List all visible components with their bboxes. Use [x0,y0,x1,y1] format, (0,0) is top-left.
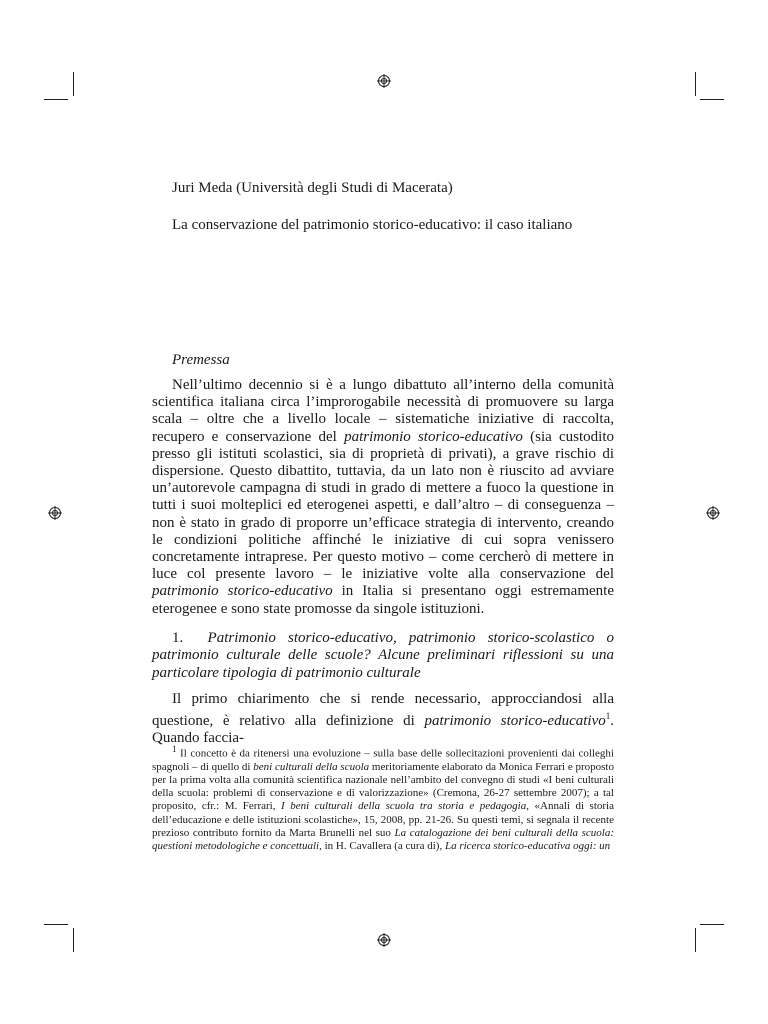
section-heading-premessa: Premessa [172,352,230,368]
crop-mark-top-right-h [700,99,724,100]
registration-mark-icon [377,933,391,947]
paper-title: La conservazione del patrimonio storico-educativo: il caso italiano [172,217,573,233]
footnote-1: $^1$ Il concetto è da ritenersi una evoluzione – sulla base delle sollecitazioni provenienti dai colleghi spagnoli – di quello di beni culturali della scuola meritoriamente elaborato da Monica Ferrari e proposto per la prima volta alla comunità scientifica nazionale nell’ambito del convegno di studi «I beni culturali della scuola: problemi di conservazione e di valorizzazione» (Cremona, 26-27 settembre 2007); a tal proposito, cfr.: M. Ferrari, I beni culturali della scuola tra storia e pedagogia, «Annali di storia dell’educazione e delle istituzioni scolastiche», 15, 2008, pp. 21-26. Su questi temi, si segnala il recente prezioso contributo fornito da Marta Brunelli nel suo La catalogazione dei beni culturali della scuola: questioni metodologiche e concettuali, in H. Cavallera (a cura di), La ricerca storico-educativa oggi: un [152,744,614,853]
section-1-heading: 1. Patrimonio storico-educativo, patrimonio storico-scolastico o patrimonio culturale delle scuole? Alcune preliminari riflessioni su una particolare tipologia di patrimonio culturale [152,630,615,681]
registration-mark-icon [377,74,391,88]
footnote-ref[interactable]: 1 [605,711,611,722]
premessa-paragraph: Nell’ultimo decennio si è a lungo dibattuto all’interno della comunità scientifica italiana circa l’improrogabile necessità di promuovere su larga scala – oltre che a livello locale – sistematiche iniziative di raccolta, recupero e conservazione del patrimonio storico-educativo (sia custodito presso gli istituti scolastici, sia di proprietà di privati), a grave rischio di dispersione. Questo dibattito, tuttavia, da un lato non è riuscito ad avviare un’autorevole campagna di studi in grado di mettere a fuoco la questione in tutti i suoi molteplici ed eterogenei aspetti, e dall’altro – di conseguenza – non è stato in grado di proporre un’efficace strategia di intervento, creando le condizioni politiche affinché le iniziative di cui sopra venissero concretamente intraprese. Per questo motivo – come cercherò di mettere in luce col presente lavoro – le iniziative volte alla conservazione del patrimonio storico-educativo in Italia si presentano oggi estremamente eterogenee e sono state promosse da singole istituzioni. [152,377,614,617]
crop-mark-top-left-h [44,99,68,100]
section-1-paragraph: Il primo chiarimento che si rende necessario, approcciandosi alla questione, è relativo alla definizione di patrimonio storico-educativo$^1$. Quando faccia- [152,691,614,747]
crop-mark-bottom-left-h [44,924,68,925]
crop-mark-bottom-right-v [695,928,696,952]
registration-mark-icon [48,506,62,520]
crop-mark-bottom-left-v [73,928,74,952]
crop-mark-top-left-v [73,72,74,96]
crop-mark-top-right-v [695,72,696,96]
author-line: Juri Meda (Università degli Studi di Macerata) [172,180,453,196]
registration-mark-icon [706,506,720,520]
crop-mark-bottom-right-h [700,924,724,925]
